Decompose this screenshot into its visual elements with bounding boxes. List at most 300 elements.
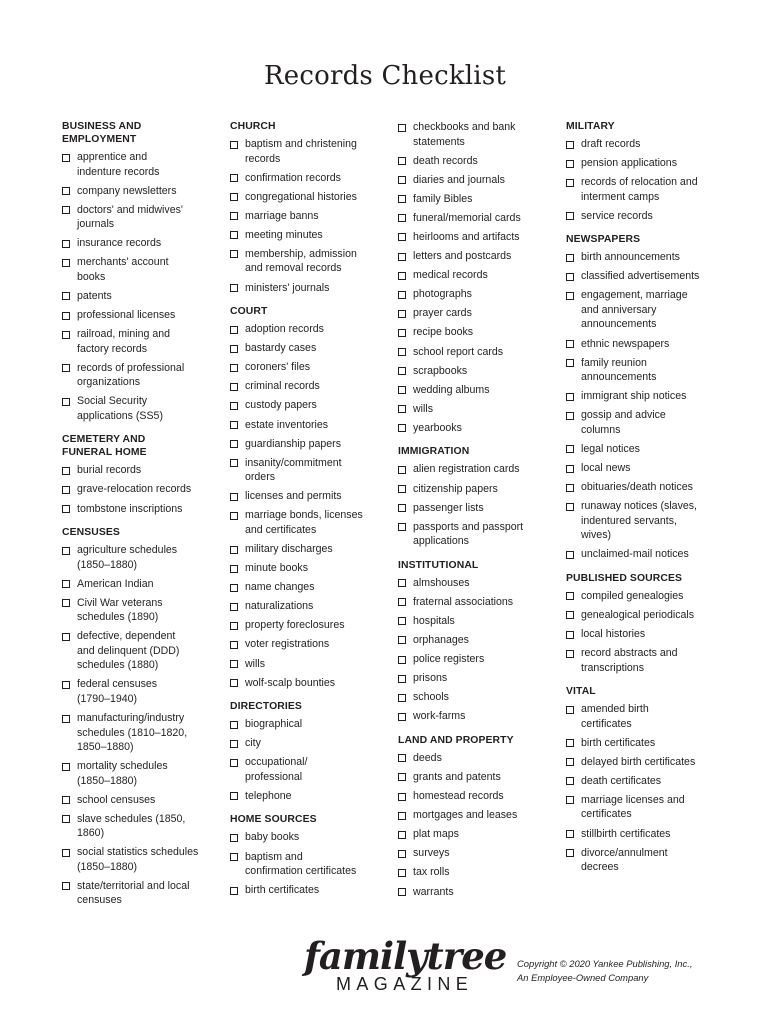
checkbox-icon[interactable]	[230, 402, 238, 410]
checklist-item[interactable]	[230, 676, 390, 691]
checklist-item-label: professional licenses	[77, 309, 176, 322]
checklist-item[interactable]	[62, 759, 222, 788]
checklist-item-label: name changes	[245, 581, 315, 594]
checkbox-icon[interactable]	[566, 611, 574, 619]
checklist-item[interactable]	[62, 793, 222, 808]
checklist-item[interactable]	[398, 383, 558, 398]
checklist-item[interactable]	[62, 289, 222, 304]
checklist-item[interactable]	[398, 751, 558, 766]
section-heading: BUSINESS AND EMPLOYMENT	[62, 121, 142, 145]
checkbox-icon[interactable]	[398, 405, 406, 413]
checklist-item-label: adoption records	[245, 323, 324, 336]
checkbox-icon[interactable]	[230, 721, 238, 729]
checklist-item-label: local histories	[581, 628, 646, 640]
checklist-item[interactable]	[62, 629, 222, 673]
checklist-item[interactable]	[566, 547, 726, 562]
checkbox-icon[interactable]	[62, 292, 70, 300]
checklist-item[interactable]	[62, 184, 222, 199]
checkbox-icon[interactable]	[62, 815, 70, 823]
checkbox-icon[interactable]	[230, 546, 238, 554]
checkbox-icon[interactable]	[230, 603, 238, 611]
checklist-item-label: company newsletters	[77, 184, 177, 197]
checkbox-icon[interactable]	[62, 882, 70, 890]
checklist-item[interactable]	[398, 520, 558, 549]
checklist-item[interactable]	[566, 827, 726, 842]
checkbox-icon[interactable]	[230, 887, 238, 895]
checklist-item[interactable]	[62, 711, 222, 755]
checklist-item[interactable]	[230, 137, 390, 166]
checklist-item[interactable]	[566, 755, 726, 770]
checklist-item[interactable]	[62, 879, 222, 908]
checklist-item[interactable]	[230, 281, 390, 296]
checklist-item[interactable]	[398, 789, 558, 804]
checklist-section	[230, 120, 390, 295]
checkbox-icon[interactable]	[398, 157, 406, 165]
checklist-item[interactable]	[398, 345, 558, 360]
checklist-item[interactable]	[230, 190, 390, 205]
checkbox-icon[interactable]	[398, 195, 406, 203]
checkbox-icon[interactable]	[566, 465, 574, 473]
checklist-section	[62, 433, 222, 516]
checkbox-icon[interactable]	[398, 272, 406, 280]
checkbox-icon[interactable]	[566, 141, 574, 149]
checklist-item[interactable]	[230, 228, 390, 243]
checklist-item-label: diaries and journals	[413, 173, 505, 186]
checkbox-icon[interactable]	[566, 650, 574, 658]
section-heading: PUBLISHED SOURCES	[566, 572, 683, 584]
checkbox-icon[interactable]	[398, 124, 406, 132]
checklist-item[interactable]	[398, 808, 558, 823]
checklist-item[interactable]	[62, 502, 222, 517]
checkbox-icon[interactable]	[566, 830, 574, 838]
checkbox-icon[interactable]	[398, 869, 406, 877]
checkbox-icon[interactable]	[566, 777, 574, 785]
checklist-item[interactable]	[230, 379, 390, 394]
checkbox-icon[interactable]	[230, 459, 238, 467]
checklist-item[interactable]	[62, 255, 222, 284]
checkbox-icon[interactable]	[398, 617, 406, 625]
checkbox-icon[interactable]	[230, 759, 238, 767]
checklist-item[interactable]	[230, 883, 390, 898]
checkbox-icon[interactable]	[398, 793, 406, 801]
checklist-item[interactable]	[230, 456, 390, 485]
checklist-item[interactable]	[566, 389, 726, 404]
checklist-item[interactable]	[230, 789, 390, 804]
checklist-item[interactable]	[62, 308, 222, 323]
checklist-item[interactable]	[566, 288, 726, 332]
checkbox-icon[interactable]	[230, 212, 238, 220]
checklist-item-label: grants and patents	[413, 770, 501, 783]
checkbox-icon[interactable]	[230, 493, 238, 501]
checklist-item-label: congregational histories	[245, 190, 357, 203]
checklist-item-label: tombstone inscriptions	[77, 502, 183, 515]
checklist-item[interactable]	[398, 770, 558, 785]
checkbox-icon[interactable]	[398, 675, 406, 683]
checklist-item[interactable]	[398, 173, 558, 188]
checkbox-icon[interactable]	[62, 331, 70, 339]
checklist-item[interactable]	[566, 608, 726, 623]
checklist-item[interactable]	[398, 325, 558, 340]
checklist-item-label: amended birth certificates	[581, 703, 649, 730]
checkbox-icon[interactable]	[566, 254, 574, 262]
checklist-item[interactable]	[566, 269, 726, 284]
checklist-item-label: marriage banns	[245, 209, 319, 222]
checkbox-icon[interactable]	[566, 179, 574, 187]
checklist-item[interactable]	[566, 646, 726, 675]
checklist-item[interactable]	[230, 508, 390, 537]
checklist-item[interactable]	[62, 482, 222, 497]
checkbox-icon[interactable]	[230, 622, 238, 630]
checklist-item[interactable]	[230, 322, 390, 337]
checkbox-icon[interactable]	[230, 792, 238, 800]
checklist-item-label: divorce/annulment decrees	[581, 846, 668, 874]
checklist-item-label: federal censuses (1790–1940)	[77, 678, 158, 705]
checklist-item-label: criminal records	[245, 380, 320, 393]
checklist-item[interactable]	[230, 398, 390, 413]
checkbox-icon[interactable]	[398, 424, 406, 432]
checklist-item-label: deeds	[413, 751, 442, 764]
checklist-item-label: surveys	[413, 847, 450, 860]
checklist-section	[62, 120, 222, 423]
checkbox-icon[interactable]	[230, 512, 238, 520]
checkbox-icon[interactable]	[398, 176, 406, 184]
checkbox-icon[interactable]	[566, 739, 574, 747]
checklist-item[interactable]	[62, 394, 222, 423]
checklist-item[interactable]	[230, 171, 390, 186]
checklist-item[interactable]	[230, 830, 390, 845]
checklist-item[interactable]	[398, 421, 558, 436]
checklist-item[interactable]	[566, 137, 726, 152]
checkbox-icon[interactable]	[62, 240, 70, 248]
checklist-item[interactable]	[62, 361, 222, 390]
checklist-item[interactable]	[230, 360, 390, 375]
checkbox-icon[interactable]	[62, 763, 70, 771]
checkbox-icon[interactable]	[566, 340, 574, 348]
checkbox-icon[interactable]	[398, 291, 406, 299]
family-tree-magazine-logo	[302, 933, 507, 997]
checkbox-icon[interactable]	[230, 584, 238, 592]
checkbox-icon[interactable]	[230, 853, 238, 861]
checklist-item-label: yearbooks	[413, 421, 462, 434]
checklist-item[interactable]	[398, 230, 558, 245]
checkbox-icon[interactable]	[62, 599, 70, 607]
checklist-item-label: stillbirth certificates	[581, 827, 671, 840]
checkbox-icon[interactable]	[398, 348, 406, 356]
checklist-item[interactable]	[566, 442, 726, 457]
checkbox-icon[interactable]	[566, 393, 574, 401]
checkbox-icon[interactable]	[398, 694, 406, 702]
checklist-item[interactable]	[62, 203, 222, 232]
checkbox-icon[interactable]	[230, 345, 238, 353]
checklist-item[interactable]	[230, 580, 390, 595]
checklist-item[interactable]	[566, 774, 726, 789]
checkbox-icon[interactable]	[398, 233, 406, 241]
checklist-item[interactable]	[566, 461, 726, 476]
checklist-item[interactable]	[566, 627, 726, 642]
checkbox-icon[interactable]	[566, 503, 574, 511]
checklist-item[interactable]	[566, 499, 726, 543]
checkbox-icon[interactable]	[230, 141, 238, 149]
checklist-item[interactable]	[566, 736, 726, 751]
checklist-item[interactable]	[566, 209, 726, 224]
checklist-item[interactable]	[398, 690, 558, 705]
checkbox-icon[interactable]	[398, 598, 406, 606]
checklist-item-label: obituaries/death notices	[581, 481, 693, 494]
checkbox-icon[interactable]	[566, 484, 574, 492]
checklist-item[interactable]	[230, 657, 390, 672]
checkbox-icon[interactable]	[398, 485, 406, 493]
checkbox-icon[interactable]	[398, 831, 406, 839]
section-heading: CHURCH	[230, 121, 276, 132]
checklist-item[interactable]	[398, 268, 558, 283]
checklist-item[interactable]	[398, 576, 558, 591]
checkbox-icon[interactable]	[62, 580, 70, 588]
checklist-item[interactable]	[566, 250, 726, 265]
checkbox-icon[interactable]	[230, 440, 238, 448]
checkbox-icon[interactable]	[566, 359, 574, 367]
checklist-item-label: state/territorial and local censuses	[77, 879, 190, 907]
checklist-item-label: prayer cards	[413, 307, 472, 320]
checklist-item[interactable]	[398, 846, 558, 861]
checkbox-icon[interactable]	[62, 505, 70, 513]
checklist-item[interactable]	[230, 618, 390, 633]
checklist-item[interactable]	[62, 596, 222, 625]
checklist-item[interactable]	[398, 192, 558, 207]
checkbox-icon[interactable]	[398, 636, 406, 644]
checkbox-icon[interactable]	[566, 796, 574, 804]
checklist-item[interactable]	[398, 595, 558, 610]
checklist-item-label: ministers' journals	[245, 281, 330, 294]
checklist-item[interactable]	[230, 850, 390, 879]
checkbox-icon[interactable]	[62, 206, 70, 214]
checkbox-icon[interactable]	[398, 466, 406, 474]
checklist-item[interactable]	[566, 356, 726, 385]
checklist-item[interactable]	[62, 845, 222, 874]
checklist-item[interactable]	[398, 211, 558, 226]
checkbox-icon[interactable]	[230, 679, 238, 687]
checkbox-icon[interactable]	[230, 364, 238, 372]
checklist-item[interactable]	[62, 812, 222, 841]
checkbox-icon[interactable]	[398, 850, 406, 858]
checkbox-icon[interactable]	[566, 292, 574, 300]
checklist-item[interactable]	[398, 671, 558, 686]
checkbox-icon[interactable]	[230, 834, 238, 842]
checkbox-icon[interactable]	[566, 592, 574, 600]
checkbox-icon[interactable]	[62, 187, 70, 195]
checkbox-icon[interactable]	[398, 888, 406, 896]
checklist-item-label: doctors' and midwives' journals	[77, 203, 183, 231]
checklist-item[interactable]	[230, 561, 390, 576]
checklist-item[interactable]	[230, 755, 390, 784]
checklist-item[interactable]	[398, 120, 558, 149]
checklist-section	[398, 120, 558, 435]
section-heading: LAND AND PROPERTY	[398, 734, 514, 746]
checkbox-icon[interactable]	[230, 421, 238, 429]
checklist-item[interactable]	[398, 865, 558, 880]
checkbox-icon[interactable]	[566, 849, 574, 857]
checkbox-icon[interactable]	[566, 212, 574, 220]
checklist-item[interactable]	[398, 709, 558, 724]
checkbox-icon[interactable]	[62, 633, 70, 641]
checklist-item[interactable]	[398, 154, 558, 169]
checkbox-icon[interactable]	[398, 329, 406, 337]
checkbox-icon[interactable]	[398, 367, 406, 375]
copyright-notice: Copyright © 2020 Yankee Publishing, Inc., An Employee-Owned Company	[517, 958, 693, 983]
checklist-item[interactable]	[566, 480, 726, 495]
checkbox-icon[interactable]	[566, 445, 574, 453]
checklist-item[interactable]	[62, 577, 222, 592]
checklist-section	[230, 305, 390, 690]
checkbox-icon[interactable]	[398, 656, 406, 664]
checklist-item[interactable]	[566, 337, 726, 352]
checkbox-icon[interactable]	[230, 284, 238, 292]
checklist-item-label: compiled genealogies	[581, 589, 684, 602]
checklist-item[interactable]	[230, 247, 390, 276]
checklist-item[interactable]	[230, 437, 390, 452]
checklist-item[interactable]	[230, 489, 390, 504]
checkbox-icon[interactable]	[62, 849, 70, 857]
checkbox-icon[interactable]	[398, 504, 406, 512]
checklist-item-label: estate inventories	[245, 418, 329, 431]
checklist-item[interactable]	[398, 482, 558, 497]
checkbox-icon[interactable]	[398, 773, 406, 781]
checklist-section	[62, 526, 222, 908]
checkbox-icon[interactable]	[230, 193, 238, 201]
checklist-item[interactable]	[398, 402, 558, 417]
checklist-item[interactable]	[398, 652, 558, 667]
checklist-item[interactable]	[566, 156, 726, 171]
checklist-item[interactable]	[398, 501, 558, 516]
checklist-item-label: engagement, marriage and anniversary announcements	[581, 289, 688, 331]
checkbox-icon[interactable]	[566, 631, 574, 639]
checkbox-icon[interactable]	[566, 273, 574, 281]
checkbox-icon[interactable]	[230, 565, 238, 573]
checkbox-icon[interactable]	[398, 523, 406, 531]
checklist-item[interactable]	[230, 418, 390, 433]
checklist-item-label: pension applications	[581, 157, 678, 170]
checklist-item[interactable]	[230, 542, 390, 557]
checklist-section	[566, 233, 726, 562]
checklist-section	[230, 700, 390, 803]
checkbox-icon[interactable]	[62, 259, 70, 267]
checklist-item[interactable]	[398, 633, 558, 648]
checklist-item[interactable]	[566, 846, 726, 875]
checkbox-icon[interactable]	[398, 713, 406, 721]
checklist-item[interactable]	[566, 408, 726, 437]
checklist-section	[398, 445, 558, 548]
checkbox-icon[interactable]	[62, 364, 70, 372]
checkbox-icon[interactable]	[62, 796, 70, 804]
checklist-item-label: licenses and permits	[245, 490, 342, 503]
checklist-item[interactable]	[230, 599, 390, 614]
checklist-item[interactable]	[566, 175, 726, 204]
checklist-column-4	[566, 120, 726, 885]
checklist-item-label: death certificates	[581, 774, 662, 787]
checkbox-icon[interactable]	[566, 758, 574, 766]
checklist-item[interactable]	[62, 327, 222, 356]
checkbox-icon[interactable]	[62, 681, 70, 689]
checklist-item[interactable]	[230, 717, 390, 732]
checkbox-icon[interactable]	[62, 467, 70, 475]
checklist-item-label: custody papers	[245, 399, 317, 412]
checklist-item[interactable]	[398, 364, 558, 379]
checkbox-icon[interactable]	[62, 715, 70, 723]
checklist-section	[566, 685, 726, 875]
checkbox-icon[interactable]	[62, 154, 70, 162]
checklist-item[interactable]	[398, 462, 558, 477]
checkbox-icon[interactable]	[398, 754, 406, 762]
checklist-item[interactable]	[398, 885, 558, 900]
checklist-item-label: genealogical periodicals	[581, 608, 695, 621]
checkbox-icon[interactable]	[566, 412, 574, 420]
checkbox-icon[interactable]	[230, 740, 238, 748]
checklist-item[interactable]	[230, 209, 390, 224]
checklist-item-label: guardianship papers	[245, 437, 342, 450]
checklist-item[interactable]	[62, 236, 222, 251]
checkbox-icon[interactable]	[230, 641, 238, 649]
checklist-item-label: ethnic newspapers	[581, 337, 670, 350]
checkbox-icon[interactable]	[566, 706, 574, 714]
checklist-item[interactable]	[566, 793, 726, 822]
checkbox-icon[interactable]	[398, 579, 406, 587]
checkbox-icon[interactable]	[230, 174, 238, 182]
checkbox-icon[interactable]	[398, 253, 406, 261]
checklist-item[interactable]	[398, 827, 558, 842]
checklist-item[interactable]	[566, 589, 726, 604]
checkbox-icon[interactable]	[230, 383, 238, 391]
checklist-item-label: photographs	[413, 288, 472, 301]
checkbox-icon[interactable]	[566, 551, 574, 559]
checklist-item-label: wolf-scalp bounties	[245, 676, 336, 689]
checkbox-icon[interactable]	[230, 326, 238, 334]
checklist-item[interactable]	[398, 306, 558, 321]
checkbox-icon[interactable]	[62, 486, 70, 494]
checklist-item[interactable]	[230, 341, 390, 356]
checkbox-icon[interactable]	[230, 231, 238, 239]
checklist-item-label: American Indian	[77, 577, 154, 590]
checkbox-icon[interactable]	[62, 547, 70, 555]
section-heading: HOME SOURCES	[230, 814, 317, 826]
checkbox-icon[interactable]	[398, 386, 406, 394]
checkbox-icon[interactable]	[566, 160, 574, 168]
checklist-item[interactable]	[230, 637, 390, 652]
checkbox-icon[interactable]	[62, 398, 70, 406]
checklist-item[interactable]	[62, 543, 222, 572]
checklist-item[interactable]	[398, 614, 558, 629]
checkbox-icon[interactable]	[230, 660, 238, 668]
checkbox-icon[interactable]	[398, 812, 406, 820]
checkbox-icon[interactable]	[398, 310, 406, 318]
checklist-item-label: merchants' account books	[77, 256, 169, 283]
checklist-item-label: baptism and confirmation certificates	[245, 850, 357, 878]
checklist-item[interactable]	[62, 463, 222, 478]
checklist-item-label: Civil War veterans schedules (1890)	[77, 596, 163, 624]
checklist-item[interactable]	[398, 249, 558, 264]
section-heading: MILITARY	[566, 121, 615, 132]
checklist-item[interactable]	[230, 736, 390, 751]
checklist-item[interactable]	[62, 150, 222, 179]
checklist-item-label: fraternal associations	[413, 595, 514, 608]
checklist-item-label: warrants	[413, 885, 454, 898]
checklist-item-label: marriage bonds, licenses and certificates	[245, 509, 363, 536]
checklist-item[interactable]	[62, 677, 222, 706]
section-heading: VITAL	[566, 686, 596, 698]
checklist-item[interactable]	[398, 287, 558, 302]
checklist-item[interactable]	[566, 702, 726, 731]
checkbox-icon[interactable]	[62, 312, 70, 320]
checkbox-icon[interactable]	[230, 250, 238, 258]
checkbox-icon[interactable]	[398, 214, 406, 222]
